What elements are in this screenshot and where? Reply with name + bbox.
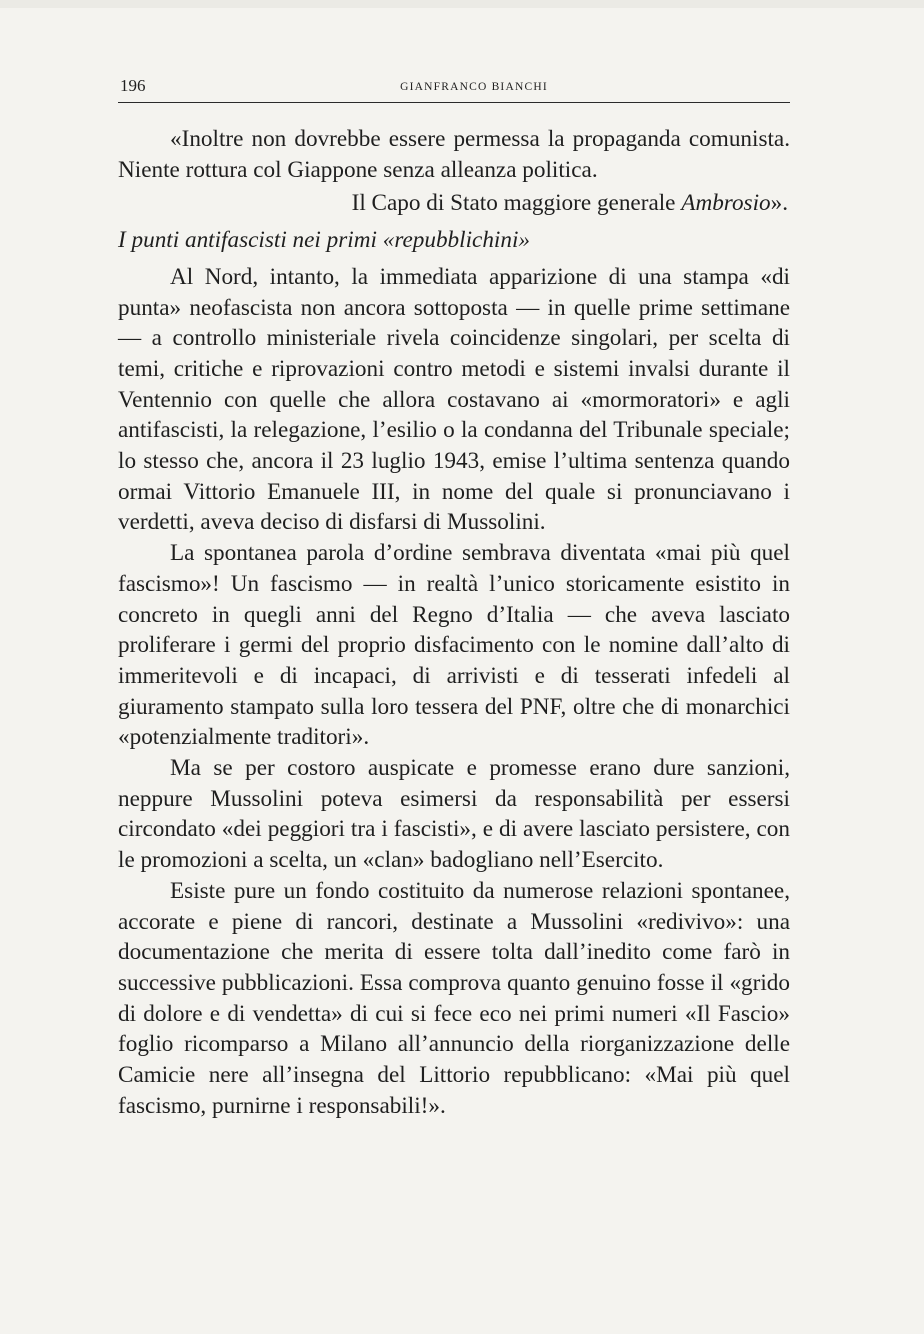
quote-signature (118, 188, 790, 219)
signature-suffix: ». (770, 190, 788, 217)
paragraph: Ma se per costoro auspicate e promesse erano dure sanzioni, neppure Mussolini poteva esimersi da responsabilità per essersi circondato «dei peggiori tra i fascisti», e di avere lasciato persistere, con le promozioni a scelta, un «clan» badogliano nell’Esercito. (118, 755, 790, 874)
running-head: GIANFRANCO BIANCHI (400, 81, 548, 93)
paragraph: La spontanea parola d’ordine sembrava diventata «mai più quel fascismo»! Un fascismo — in realtà l’unico storicamente esistito in concreto in quegli anni del Regno d’Italia — che aveva lasciato proliferare i germi del proprio disfacimento con le nomine dall’alto di immeritevoli e di incapaci, di arrivisti e di tesserati infedeli al giuramento stampato sulla loro tessera del PNF, oltre che di monarchici «potenzialmente traditori». (118, 540, 790, 751)
paragraph: Al Nord, intanto, la immediata apparizione di una stampa «di punta» neofascista non ancora sottoposta — in quelle prime settimane — a controllo ministeriale rivela coincidenze singolari, per scelta di temi, critiche e riprovazioni contro metodi e sistemi invalsi durante il Ventennio con quelle che allora costavano ai «mormoratori» e agli antifascisti, la relegazione, l’esilio o la condanna del Tribunale speciale; lo stesso che, ancora il 23 luglio 1943, emise l’ultima sentenza quando ormai Vittorio Emanuele III, in nome del quale si pronunciavano i verdetti, aveva deciso di disfarsi di Mussolini. (118, 263, 790, 536)
quote-text: «Inoltre non dovrebbe essere permessa la propaganda comunista. Niente rottura col Giappone senza alleanza politica. (118, 126, 790, 183)
page-body (118, 124, 790, 1122)
signature-prefix: Il Capo di Stato maggiore generale (351, 190, 682, 217)
signature-name: Ambrosio (681, 190, 771, 217)
page-number: 196 (120, 76, 146, 95)
paragraph: Esiste pure un fondo costituito da numerose relazioni spontanee, accorate e piene di rancori, destinate a Mussolini «redivivo»: una documentazione che merita di essere tolta dall’inedito come farò in successive pubblicazioni. Essa comprova quanto genuino fosse il «grido di dolore e di vendetta» di cui si fece eco nei primi numeri «Il Fascio» foglio ricomparso a Milano all’annuncio della riorganizzazione delle Camicie nere all’insegna del Littorio repubblicano: «Mai più quel fascismo, purnirne i responsabili!». (118, 877, 790, 1119)
page-header (118, 76, 790, 103)
section-title: I punti antifascisti nei primi «repubblichini» (118, 227, 530, 254)
scan-edge (0, 0, 924, 8)
